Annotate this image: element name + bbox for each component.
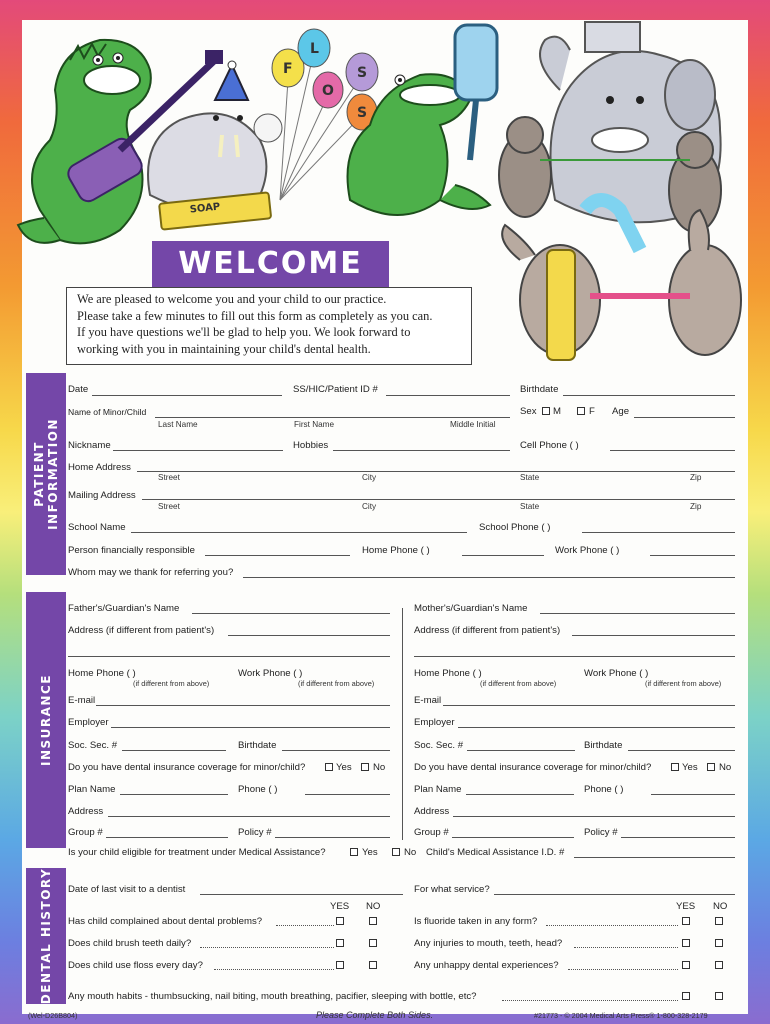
question-brush-teeth: Does child brush teeth daily? <box>68 938 192 949</box>
no-label: No <box>404 847 417 858</box>
birthdate-label: Birthdate <box>520 384 559 395</box>
complete-both-sides-note: Please Complete Both Sides. <box>316 1010 434 1020</box>
question-injuries: Any injuries to mouth, teeth, head? <box>414 938 563 949</box>
father-group-field[interactable] <box>106 837 228 838</box>
father-birthdate-label: Birthdate <box>238 740 277 751</box>
welcome-banner: WELCOME <box>152 241 389 287</box>
if-different-caption: (if different from above) <box>133 679 210 688</box>
last-name-caption: Last Name <box>158 420 198 429</box>
mother-soc-sec-label: Soc. Sec. # <box>414 740 464 751</box>
mailing-address-field[interactable] <box>142 499 735 500</box>
question-fluoride: Is fluoride taken in any form? <box>414 916 538 927</box>
person-financially-label: Person financially responsible <box>68 545 195 556</box>
question-dental-problems: Has child complained about dental problems? <box>68 916 263 927</box>
mouth-habits-no-checkbox[interactable] <box>715 992 723 1000</box>
father-work-phone-label: Work Phone ( ) <box>238 668 303 679</box>
unhappy-experiences-no-checkbox[interactable] <box>715 961 723 969</box>
father-plan-name-label: Plan Name <box>68 784 116 795</box>
father-plan-name-field[interactable] <box>120 794 228 795</box>
mother-email-field[interactable] <box>443 705 735 706</box>
dot-leader <box>568 969 678 970</box>
mother-group-field[interactable] <box>452 837 574 838</box>
no-column-header: NO <box>366 901 381 912</box>
dot-leader <box>502 1000 678 1001</box>
name-of-minor-label: Name of Minor/Child <box>68 407 147 417</box>
question-unhappy-experiences: Any unhappy dental experiences? <box>414 960 559 971</box>
child-name-field[interactable] <box>155 417 510 418</box>
fluoride-yes-checkbox[interactable] <box>682 917 690 925</box>
father-name-field[interactable] <box>192 613 390 614</box>
father-plan-address-field[interactable] <box>108 816 390 817</box>
age-field[interactable] <box>634 417 735 418</box>
father-policy-label: Policy # <box>238 827 272 838</box>
referral-field[interactable] <box>243 577 735 578</box>
svg-text:O: O <box>322 83 334 99</box>
medical-assistance-yes-checkbox[interactable] <box>350 848 358 856</box>
hobbies-label: Hobbies <box>293 440 329 451</box>
mother-email-label: E-mail <box>414 695 442 706</box>
school-phone-field[interactable] <box>582 532 735 533</box>
sex-label: Sex <box>520 406 537 417</box>
sex-male-checkbox[interactable] <box>542 407 550 415</box>
intro-line: Please take a few minutes to fill out this form as completely as you can. <box>77 308 433 323</box>
school-name-field[interactable] <box>131 532 467 533</box>
mother-plan-address-field[interactable] <box>453 816 735 817</box>
father-address-field-2[interactable] <box>68 656 390 657</box>
unhappy-experiences-yes-checkbox[interactable] <box>682 961 690 969</box>
father-plan-address-label: Address <box>68 806 104 817</box>
mother-birthdate-field[interactable] <box>628 750 735 751</box>
mother-plan-address-label: Address <box>414 806 450 817</box>
city-caption: City <box>362 502 377 511</box>
mother-address-label: Address (if different from patient's) <box>414 625 561 636</box>
if-different-caption: (if different from above) <box>480 679 557 688</box>
mother-policy-label: Policy # <box>584 827 618 838</box>
mother-employer-field[interactable] <box>458 727 735 728</box>
mother-policy-field[interactable] <box>621 837 735 838</box>
sex-male-label: M <box>553 406 561 417</box>
state-caption: State <box>520 502 540 511</box>
father-soc-sec-field[interactable] <box>122 750 226 751</box>
floss-yes-checkbox[interactable] <box>336 961 344 969</box>
mother-plan-name-field[interactable] <box>466 794 574 795</box>
intro-line: We are pleased to welcome you and your child to our practice. <box>77 292 387 306</box>
intro-line: If you have questions we'll be glad to help you. We look forward to <box>77 325 411 339</box>
yes-column-header: YES <box>676 901 696 912</box>
yes-label: Yes <box>682 762 698 773</box>
zip-caption: Zip <box>690 502 702 511</box>
yes-column-header: YES <box>330 901 350 912</box>
medical-assistance-question: Is your child eligible for treatment under Medical Assistance? <box>68 847 326 858</box>
svg-text:S: S <box>357 105 368 121</box>
father-soc-sec-label: Soc. Sec. # <box>68 740 118 751</box>
cell-phone-label: Cell Phone ( ) <box>520 440 579 451</box>
mother-work-phone-label: Work Phone ( ) <box>584 668 649 679</box>
father-address-label: Address (if different from patient's) <box>68 625 215 636</box>
home-address-label: Home Address <box>68 462 131 473</box>
guardians-divider <box>402 608 403 840</box>
mother-employer-label: Employer <box>414 717 455 728</box>
father-plan-phone-label: Phone ( ) <box>238 784 278 795</box>
svg-text:S: S <box>357 65 368 81</box>
father-coverage-yes-checkbox[interactable] <box>325 763 333 771</box>
mother-coverage-no-checkbox[interactable] <box>707 763 715 771</box>
sex-female-checkbox[interactable] <box>577 407 585 415</box>
home-phone-label: Home Phone ( ) <box>362 545 430 556</box>
middle-initial-caption: Middle Initial <box>450 420 496 429</box>
father-home-phone-label: Home Phone ( ) <box>68 668 136 679</box>
no-label: No <box>373 762 386 773</box>
birthdate-field[interactable] <box>563 395 735 396</box>
mother-birthdate-label: Birthdate <box>584 740 623 751</box>
mouth-habits-yes-checkbox[interactable] <box>682 992 690 1000</box>
home-phone-field[interactable] <box>462 555 544 556</box>
mother-home-phone-label: Home Phone ( ) <box>414 668 482 679</box>
patient-id-field[interactable] <box>386 395 510 396</box>
person-financially-field[interactable] <box>205 555 350 556</box>
mother-soc-sec-field[interactable] <box>467 750 575 751</box>
nickname-field[interactable] <box>113 450 283 451</box>
medical-id-field[interactable] <box>574 857 735 858</box>
hobbies-field[interactable] <box>333 450 510 451</box>
nickname-label: Nickname <box>68 440 111 451</box>
date-label: Date <box>68 384 89 395</box>
question-floss: Does child use floss every day? <box>68 960 203 971</box>
mother-address-field-2[interactable] <box>414 656 735 657</box>
patient-information-tab: PATIENT INFORMATION <box>26 373 66 575</box>
yes-label: Yes <box>336 762 352 773</box>
dental-history-tab: DENTAL HISTORY <box>26 868 66 1004</box>
cell-phone-field[interactable] <box>610 450 735 451</box>
medical-assistance-no-checkbox[interactable] <box>392 848 400 856</box>
insurance-tab: INSURANCE <box>26 592 66 848</box>
dot-leader <box>200 947 334 948</box>
mother-address-field[interactable] <box>572 635 735 636</box>
svg-text:F: F <box>283 61 293 77</box>
father-email-label: E-mail <box>68 695 96 706</box>
father-employer-field[interactable] <box>111 727 390 728</box>
yes-label: Yes <box>362 847 378 858</box>
mother-name-label: Mother's/Guardian's Name <box>414 603 528 614</box>
brush-teeth-yes-checkbox[interactable] <box>336 939 344 947</box>
father-coverage-question: Do you have dental insurance coverage for minor/child? <box>68 762 306 773</box>
father-email-field[interactable] <box>96 705 390 706</box>
if-different-caption: (if different from above) <box>645 679 722 688</box>
school-phone-label: School Phone ( ) <box>479 522 551 533</box>
patient-id-label: SS/HIC/Patient ID # <box>293 384 378 395</box>
last-visit-field[interactable] <box>200 894 403 895</box>
floss-no-checkbox[interactable] <box>369 961 377 969</box>
home-address-field[interactable] <box>137 471 735 472</box>
medical-id-label: Child's Medical Assistance I.D. # <box>426 847 565 858</box>
work-phone-field[interactable] <box>650 555 735 556</box>
referral-label: Whom may we thank for referring you? <box>68 567 234 578</box>
father-employer-label: Employer <box>68 717 109 728</box>
question-mouth-habits: Any mouth habits - thumbsucking, nail biting, mouth breathing, pacifier, sleeping with bottle, etc? <box>68 991 477 1002</box>
mother-group-label: Group # <box>414 827 449 838</box>
last-visit-label: Date of last visit to a dentist <box>68 884 186 895</box>
state-caption: State <box>520 473 540 482</box>
work-phone-label: Work Phone ( ) <box>555 545 620 556</box>
no-label: No <box>719 762 732 773</box>
walrus-illustration <box>148 61 282 230</box>
father-address-field[interactable] <box>228 635 390 636</box>
intro-line: working with you in maintaining your child's dental health. <box>77 341 371 356</box>
dot-leader <box>546 925 678 926</box>
fluoride-no-checkbox[interactable] <box>715 917 723 925</box>
father-coverage-no-checkbox[interactable] <box>361 763 369 771</box>
for-what-service-field[interactable] <box>494 894 735 895</box>
street-caption: Street <box>158 502 180 511</box>
if-different-caption: (if different from above) <box>298 679 375 688</box>
father-name-label: Father's/Guardian's Name <box>68 603 180 614</box>
intro-text-box <box>66 287 472 365</box>
injuries-no-checkbox[interactable] <box>715 939 723 947</box>
mother-coverage-question: Do you have dental insurance coverage for minor/child? <box>414 762 652 773</box>
date-field[interactable] <box>92 395 282 396</box>
age-label: Age <box>612 406 630 417</box>
for-what-service-label: For what service? <box>414 884 490 895</box>
svg-text:SOAP: SOAP <box>189 201 221 216</box>
father-birthdate-field[interactable] <box>282 750 390 751</box>
rabbits-illustration <box>502 200 741 360</box>
injuries-yes-checkbox[interactable] <box>682 939 690 947</box>
sex-female-label: F <box>589 406 595 417</box>
mother-plan-name-label: Plan Name <box>414 784 462 795</box>
father-group-label: Group # <box>68 827 103 838</box>
dot-leader <box>214 969 334 970</box>
street-caption: Street <box>158 473 180 482</box>
dot-leader <box>574 947 678 948</box>
mother-plan-phone-field[interactable] <box>651 794 735 795</box>
mother-name-field[interactable] <box>540 613 735 614</box>
no-column-header: NO <box>713 901 728 912</box>
mother-plan-phone-label: Phone ( ) <box>584 784 624 795</box>
mother-coverage-yes-checkbox[interactable] <box>671 763 679 771</box>
form-code: (Wel-D26B804) <box>28 1011 78 1020</box>
zip-caption: Zip <box>690 473 702 482</box>
svg-text:L: L <box>310 41 319 57</box>
school-name-label: School Name <box>68 522 126 533</box>
first-name-caption: First Name <box>294 420 335 429</box>
father-plan-phone-field[interactable] <box>305 794 390 795</box>
dental-problems-no-checkbox[interactable] <box>369 917 377 925</box>
dental-problems-yes-checkbox[interactable] <box>336 917 344 925</box>
city-caption: City <box>362 473 377 482</box>
dot-leader <box>276 925 334 926</box>
publisher-info: #21773 - © 2004 Medical Arts Press® 1-800-328-2179 <box>534 1011 708 1020</box>
father-policy-field[interactable] <box>275 837 390 838</box>
brush-teeth-no-checkbox[interactable] <box>369 939 377 947</box>
mailing-address-label: Mailing Address <box>68 490 136 501</box>
